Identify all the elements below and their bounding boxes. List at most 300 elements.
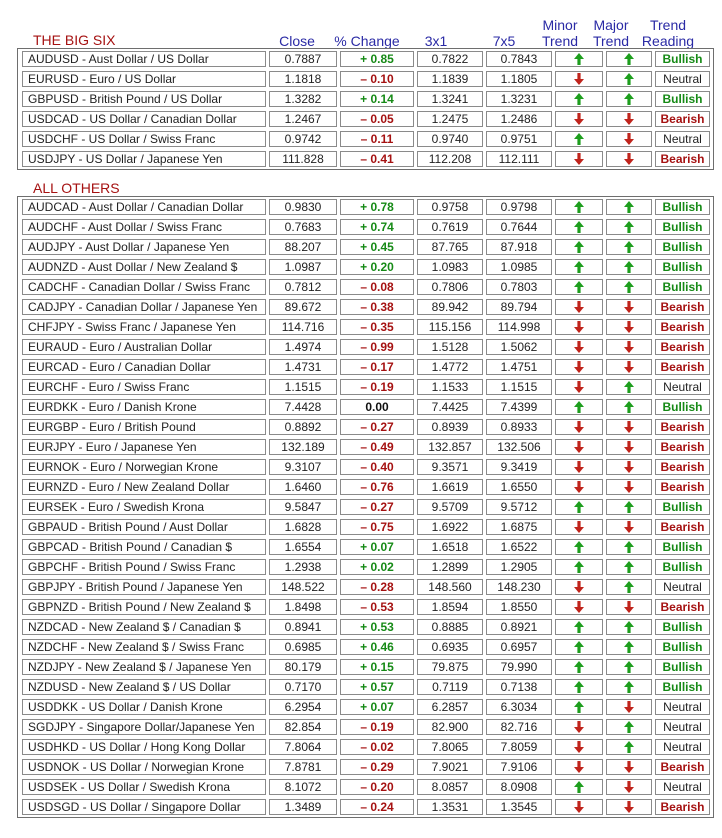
table-row — [18, 49, 713, 69]
table-row — [18, 89, 713, 109]
major-trend-cell — [606, 559, 652, 575]
table-row — [18, 217, 713, 237]
pair-cell: NZDCHF - New Zealand $ / Swiss Franc — [22, 639, 266, 655]
pair-cell: EURGBP - Euro / British Pound — [22, 419, 266, 435]
pct-change-cell: – 0.20 — [340, 779, 414, 795]
minor-trend-cell — [555, 319, 603, 335]
trend-reading-cell: Neutral — [655, 739, 710, 755]
major-trend-cell — [606, 699, 652, 715]
major-trend-cell — [606, 459, 652, 475]
ma-3x1-cell: 1.0983 — [417, 259, 483, 275]
ma-7x5-cell: 1.2486 — [486, 111, 552, 127]
close-cell: 7.4428 — [269, 399, 337, 415]
ma-7x5-cell: 79.990 — [486, 659, 552, 675]
major-trend-cell — [606, 499, 652, 515]
trend-reading-cell: Bullish — [655, 639, 710, 655]
trend-reading-cell: Neutral — [655, 699, 710, 715]
major-trend-cell — [606, 239, 652, 255]
ma-7x5-cell: 1.8550 — [486, 599, 552, 615]
trend-reading-cell: Bullish — [655, 259, 710, 275]
major-trend-cell — [606, 519, 652, 535]
ma-7x5-cell: 1.3231 — [486, 91, 552, 107]
arrow-up-icon — [556, 681, 602, 693]
table-row — [18, 277, 713, 297]
arrow-up-icon — [607, 681, 651, 693]
table-row — [18, 417, 713, 437]
minor-trend-cell — [555, 279, 603, 295]
ma-3x1-cell: 1.3241 — [417, 91, 483, 107]
major-trend-cell — [606, 131, 652, 147]
arrow-up-icon — [556, 541, 602, 553]
trend-reading-cell: Bullish — [655, 219, 710, 235]
arrow-up-icon — [556, 241, 602, 253]
minor-trend-cell — [555, 299, 603, 315]
header-7x5: 7x5 — [492, 33, 516, 49]
pct-change-cell: + 0.02 — [340, 559, 414, 575]
major-trend-cell — [606, 91, 652, 107]
table-row — [18, 637, 713, 657]
ma-7x5-cell: 1.6522 — [486, 539, 552, 555]
pct-change-cell: – 0.27 — [340, 499, 414, 515]
arrow-up-icon — [607, 53, 651, 65]
arrow-up-icon — [556, 641, 602, 653]
trend-reading-cell: Bullish — [655, 499, 710, 515]
ma-7x5-cell: 1.1805 — [486, 71, 552, 87]
arrow-up-icon — [607, 621, 651, 633]
arrow-up-icon — [556, 781, 602, 793]
trend-reading-cell: Neutral — [655, 131, 710, 147]
minor-trend-cell — [555, 759, 603, 775]
pct-change-cell: + 0.53 — [340, 619, 414, 635]
ma-3x1-cell: 1.1533 — [417, 379, 483, 395]
table-row — [18, 357, 713, 377]
arrow-down-icon — [607, 441, 651, 453]
arrow-down-icon — [607, 801, 651, 813]
pct-change-cell: + 0.20 — [340, 259, 414, 275]
ma-3x1-cell: 9.5709 — [417, 499, 483, 515]
trend-reading-cell: Bearish — [655, 111, 710, 127]
table-row — [18, 517, 713, 537]
minor-trend-cell — [555, 259, 603, 275]
minor-trend-cell — [555, 459, 603, 475]
arrow-down-icon — [607, 321, 651, 333]
header-trend-reading — [640, 17, 696, 49]
ma-7x5-cell: 0.7843 — [486, 51, 552, 67]
ma-7x5-cell: 87.918 — [486, 239, 552, 255]
minor-trend-cell — [555, 239, 603, 255]
major-trend-cell — [606, 259, 652, 275]
pair-cell: USDCHF - US Dollar / Swiss Franc — [22, 131, 266, 147]
close-cell: 1.3282 — [269, 91, 337, 107]
arrow-down-icon — [607, 361, 651, 373]
big-six-table — [17, 48, 714, 170]
ma-7x5-cell: 7.9106 — [486, 759, 552, 775]
ma-7x5-cell: 6.3034 — [486, 699, 552, 715]
close-cell: 6.2954 — [269, 699, 337, 715]
close-cell: 132.189 — [269, 439, 337, 455]
major-trend-cell — [606, 111, 652, 127]
arrow-down-icon — [556, 341, 602, 353]
trend-reading-cell: Bearish — [655, 151, 710, 167]
ma-7x5-cell: 1.5062 — [486, 339, 552, 355]
arrow-down-icon — [607, 341, 651, 353]
major-trend-cell — [606, 679, 652, 695]
minor-trend-cell — [555, 699, 603, 715]
ma-7x5-cell: 1.3545 — [486, 799, 552, 815]
ma-3x1-cell: 1.4772 — [417, 359, 483, 375]
arrow-down-icon — [556, 153, 602, 165]
major-trend-cell — [606, 299, 652, 315]
all-others-table — [17, 196, 714, 818]
pair-cell: USDSGD - US Dollar / Singapore Dollar — [22, 799, 266, 815]
close-cell: 1.1818 — [269, 71, 337, 87]
arrow-down-icon — [556, 601, 602, 613]
trend-reading-cell: Neutral — [655, 779, 710, 795]
table-row — [18, 257, 713, 277]
ma-7x5-cell: 1.4751 — [486, 359, 552, 375]
arrow-down-icon — [556, 113, 602, 125]
arrow-up-icon — [556, 93, 602, 105]
major-trend-cell — [606, 639, 652, 655]
arrow-up-icon — [607, 561, 651, 573]
arrow-down-icon — [556, 521, 602, 533]
pair-cell: AUDUSD - Aust Dollar / US Dollar — [22, 51, 266, 67]
minor-trend-cell — [555, 219, 603, 235]
close-cell: 1.2467 — [269, 111, 337, 127]
header-close: Close — [279, 33, 315, 49]
pair-cell: NZDJPY - New Zealand $ / Japanese Yen — [22, 659, 266, 675]
close-cell: 1.1515 — [269, 379, 337, 395]
ma-3x1-cell: 1.3531 — [417, 799, 483, 815]
pct-change-cell: – 0.76 — [340, 479, 414, 495]
ma-3x1-cell: 0.7119 — [417, 679, 483, 695]
arrow-down-icon — [556, 721, 602, 733]
arrow-up-icon — [607, 201, 651, 213]
minor-trend-cell — [555, 739, 603, 755]
table-row — [18, 617, 713, 637]
pct-change-cell: + 0.57 — [340, 679, 414, 695]
close-cell: 7.8064 — [269, 739, 337, 755]
ma-7x5-cell: 1.2905 — [486, 559, 552, 575]
major-trend-cell — [606, 479, 652, 495]
arrow-down-icon — [556, 461, 602, 473]
major-trend-cell — [606, 151, 652, 167]
arrow-down-icon — [556, 441, 602, 453]
trend-reading-cell: Bearish — [655, 299, 710, 315]
pair-cell: AUDJPY - Aust Dollar / Japanese Yen — [22, 239, 266, 255]
table-row — [18, 497, 713, 517]
ma-3x1-cell: 0.9758 — [417, 199, 483, 215]
minor-trend-cell — [555, 131, 603, 147]
ma-3x1-cell: 8.0857 — [417, 779, 483, 795]
pair-cell: USDSEK - US Dollar / Swedish Krona — [22, 779, 266, 795]
arrow-down-icon — [607, 761, 651, 773]
arrow-down-icon — [556, 581, 602, 593]
close-cell: 88.207 — [269, 239, 337, 255]
trend-reading-cell: Bullish — [655, 91, 710, 107]
table-row — [18, 777, 713, 797]
table-row — [18, 677, 713, 697]
arrow-up-icon — [556, 661, 602, 673]
major-trend-cell — [606, 799, 652, 815]
header-minor-trend-line2: Trend — [541, 33, 579, 49]
arrow-up-icon — [607, 661, 651, 673]
header-trend-reading-line1: Trend — [649, 17, 687, 33]
ma-3x1-cell: 0.7822 — [417, 51, 483, 67]
pct-change-cell: – 0.27 — [340, 419, 414, 435]
table-row — [18, 317, 713, 337]
arrow-up-icon — [556, 701, 602, 713]
arrow-down-icon — [556, 381, 602, 393]
close-cell: 9.5847 — [269, 499, 337, 515]
trend-reading-cell: Bearish — [655, 799, 710, 815]
table-row — [18, 297, 713, 317]
major-trend-cell — [606, 759, 652, 775]
ma-7x5-cell: 9.3419 — [486, 459, 552, 475]
pair-cell: GBPCAD - British Pound / Canadian $ — [22, 539, 266, 555]
minor-trend-cell — [555, 539, 603, 555]
table-row — [18, 237, 713, 257]
trend-reading-cell: Bullish — [655, 51, 710, 67]
close-cell: 1.6828 — [269, 519, 337, 535]
pct-change-cell: – 0.24 — [340, 799, 414, 815]
minor-trend-cell — [555, 359, 603, 375]
trend-reading-cell: Bearish — [655, 339, 710, 355]
pair-cell: SGDJPY - Singapore Dollar/Japanese Yen — [22, 719, 266, 735]
ma-7x5-cell: 0.7644 — [486, 219, 552, 235]
table-row — [18, 197, 713, 217]
ma-3x1-cell: 7.9021 — [417, 759, 483, 775]
ma-3x1-cell: 7.8065 — [417, 739, 483, 755]
trend-reading-cell: Bearish — [655, 319, 710, 335]
arrow-down-icon — [607, 601, 651, 613]
major-trend-cell — [606, 51, 652, 67]
trend-reading-cell: Bearish — [655, 419, 710, 435]
table-row — [18, 537, 713, 557]
minor-trend-cell — [555, 659, 603, 675]
arrow-up-icon — [607, 541, 651, 553]
arrow-down-icon — [607, 421, 651, 433]
pct-change-cell: + 0.15 — [340, 659, 414, 675]
pair-cell: CADJPY - Canadian Dollar / Japanese Yen — [22, 299, 266, 315]
arrow-down-icon — [556, 741, 602, 753]
table-row — [18, 149, 713, 169]
arrow-down-icon — [607, 301, 651, 313]
minor-trend-cell — [555, 439, 603, 455]
ma-3x1-cell: 115.156 — [417, 319, 483, 335]
arrow-down-icon — [556, 301, 602, 313]
close-cell: 1.6460 — [269, 479, 337, 495]
arrow-down-icon — [607, 113, 651, 125]
arrow-down-icon — [556, 361, 602, 373]
minor-trend-cell — [555, 679, 603, 695]
pair-cell: EURNOK - Euro / Norwegian Krone — [22, 459, 266, 475]
arrow-up-icon — [556, 501, 602, 513]
trend-reading-cell: Bullish — [655, 399, 710, 415]
pct-change-cell: 0.00 — [340, 399, 414, 415]
arrow-down-icon — [556, 761, 602, 773]
ma-7x5-cell: 7.4399 — [486, 399, 552, 415]
table-row — [18, 797, 713, 817]
trend-reading-cell: Bearish — [655, 519, 710, 535]
ma-3x1-cell: 0.6935 — [417, 639, 483, 655]
close-cell: 89.672 — [269, 299, 337, 315]
ma-3x1-cell: 148.560 — [417, 579, 483, 595]
pct-change-cell: + 0.45 — [340, 239, 414, 255]
major-trend-cell — [606, 279, 652, 295]
pair-cell: USDJPY - US Dollar / Japanese Yen — [22, 151, 266, 167]
close-cell: 1.8498 — [269, 599, 337, 615]
trend-reading-cell: Neutral — [655, 379, 710, 395]
close-cell: 148.522 — [269, 579, 337, 595]
ma-3x1-cell: 82.900 — [417, 719, 483, 735]
header-major-trend-line2: Trend — [592, 33, 630, 49]
table-row — [18, 437, 713, 457]
close-cell: 1.0987 — [269, 259, 337, 275]
arrow-up-icon — [556, 53, 602, 65]
table-row — [18, 397, 713, 417]
ma-3x1-cell: 132.857 — [417, 439, 483, 455]
ma-3x1-cell: 1.6922 — [417, 519, 483, 535]
minor-trend-cell — [555, 51, 603, 67]
arrow-up-icon — [607, 581, 651, 593]
pair-cell: CHFJPY - Swiss Franc / Japanese Yen — [22, 319, 266, 335]
ma-3x1-cell: 1.1839 — [417, 71, 483, 87]
minor-trend-cell — [555, 71, 603, 87]
pct-change-cell: – 0.29 — [340, 759, 414, 775]
minor-trend-cell — [555, 199, 603, 215]
ma-7x5-cell: 132.506 — [486, 439, 552, 455]
close-cell: 1.6554 — [269, 539, 337, 555]
pair-cell: EURNZD - Euro / New Zealand Dollar — [22, 479, 266, 495]
pair-cell: GBPAUD - British Pound / Aust Dollar — [22, 519, 266, 535]
close-cell: 1.4731 — [269, 359, 337, 375]
close-cell: 0.7683 — [269, 219, 337, 235]
ma-3x1-cell: 112.208 — [417, 151, 483, 167]
table-row — [18, 377, 713, 397]
major-trend-cell — [606, 659, 652, 675]
major-trend-cell — [606, 739, 652, 755]
pct-change-cell: – 0.49 — [340, 439, 414, 455]
pair-cell: EURCHF - Euro / Swiss Franc — [22, 379, 266, 395]
trend-reading-cell: Bullish — [655, 659, 710, 675]
table-row — [18, 737, 713, 757]
major-trend-cell — [606, 579, 652, 595]
ma-3x1-cell: 89.942 — [417, 299, 483, 315]
arrow-down-icon — [607, 701, 651, 713]
trend-reading-cell: Neutral — [655, 719, 710, 735]
arrow-down-icon — [607, 481, 651, 493]
minor-trend-cell — [555, 499, 603, 515]
ma-3x1-cell: 0.7806 — [417, 279, 483, 295]
major-trend-cell — [606, 199, 652, 215]
arrow-up-icon — [556, 133, 602, 145]
pair-cell: EURSEK - Euro / Swedish Krona — [22, 499, 266, 515]
header-major-trend-line1: Major — [593, 17, 629, 33]
pair-cell: EURDKK - Euro / Danish Krone — [22, 399, 266, 415]
trend-reading-cell: Neutral — [655, 71, 710, 87]
pct-change-cell: – 0.19 — [340, 719, 414, 735]
major-trend-cell — [606, 419, 652, 435]
arrow-down-icon — [556, 73, 602, 85]
ma-7x5-cell: 1.1515 — [486, 379, 552, 395]
ma-3x1-cell: 1.2475 — [417, 111, 483, 127]
arrow-up-icon — [607, 741, 651, 753]
pct-change-cell: – 0.10 — [340, 71, 414, 87]
pair-cell: USDDKK - US Dollar / Danish Krone — [22, 699, 266, 715]
ma-7x5-cell: 89.794 — [486, 299, 552, 315]
ma-3x1-cell: 0.8939 — [417, 419, 483, 435]
ma-7x5-cell: 7.8059 — [486, 739, 552, 755]
ma-3x1-cell: 6.2857 — [417, 699, 483, 715]
major-trend-cell — [606, 719, 652, 735]
pct-change-cell: + 0.85 — [340, 51, 414, 67]
pair-cell: USDHKD - US Dollar / Hong Kong Dollar — [22, 739, 266, 755]
pct-change-cell: – 0.99 — [340, 339, 414, 355]
close-cell: 0.8941 — [269, 619, 337, 635]
ma-3x1-cell: 9.3571 — [417, 459, 483, 475]
close-cell: 0.7812 — [269, 279, 337, 295]
close-cell: 0.9830 — [269, 199, 337, 215]
major-trend-cell — [606, 779, 652, 795]
arrow-up-icon — [556, 201, 602, 213]
ma-7x5-cell: 1.6875 — [486, 519, 552, 535]
pct-change-cell: – 0.08 — [340, 279, 414, 295]
header-pct-change: % Change — [334, 33, 400, 49]
section-title-big-six: THE BIG SIX — [33, 32, 116, 48]
major-trend-cell — [606, 71, 652, 87]
arrow-up-icon — [607, 221, 651, 233]
minor-trend-cell — [555, 151, 603, 167]
ma-7x5-cell: 0.6957 — [486, 639, 552, 655]
pct-change-cell: – 0.75 — [340, 519, 414, 535]
minor-trend-cell — [555, 419, 603, 435]
header-minor-trend — [536, 17, 584, 49]
pct-change-cell: – 0.40 — [340, 459, 414, 475]
major-trend-cell — [606, 599, 652, 615]
ma-7x5-cell: 0.8921 — [486, 619, 552, 635]
pct-change-cell: – 0.17 — [340, 359, 414, 375]
minor-trend-cell — [555, 379, 603, 395]
pct-change-cell: + 0.74 — [340, 219, 414, 235]
ma-3x1-cell: 0.8885 — [417, 619, 483, 635]
table-row — [18, 657, 713, 677]
trend-reading-cell: Neutral — [655, 579, 710, 595]
header-3x1: 3x1 — [424, 33, 448, 49]
minor-trend-cell — [555, 579, 603, 595]
close-cell: 0.8892 — [269, 419, 337, 435]
minor-trend-cell — [555, 799, 603, 815]
ma-3x1-cell: 79.875 — [417, 659, 483, 675]
pair-cell: CADCHF - Canadian Dollar / Swiss Franc — [22, 279, 266, 295]
major-trend-cell — [606, 379, 652, 395]
ma-3x1-cell: 1.6619 — [417, 479, 483, 495]
arrow-up-icon — [556, 561, 602, 573]
ma-7x5-cell: 114.998 — [486, 319, 552, 335]
trend-reading-cell: Bearish — [655, 359, 710, 375]
table-row — [18, 577, 713, 597]
pct-change-cell: + 0.07 — [340, 539, 414, 555]
pair-cell: NZDCAD - New Zealand $ / Canadian $ — [22, 619, 266, 635]
major-trend-cell — [606, 339, 652, 355]
arrow-up-icon — [607, 241, 651, 253]
arrow-down-icon — [607, 781, 651, 793]
pair-cell: GBPNZD - British Pound / New Zealand $ — [22, 599, 266, 615]
pct-change-cell: + 0.46 — [340, 639, 414, 655]
pct-change-cell: + 0.78 — [340, 199, 414, 215]
ma-7x5-cell: 8.0908 — [486, 779, 552, 795]
arrow-down-icon — [556, 421, 602, 433]
